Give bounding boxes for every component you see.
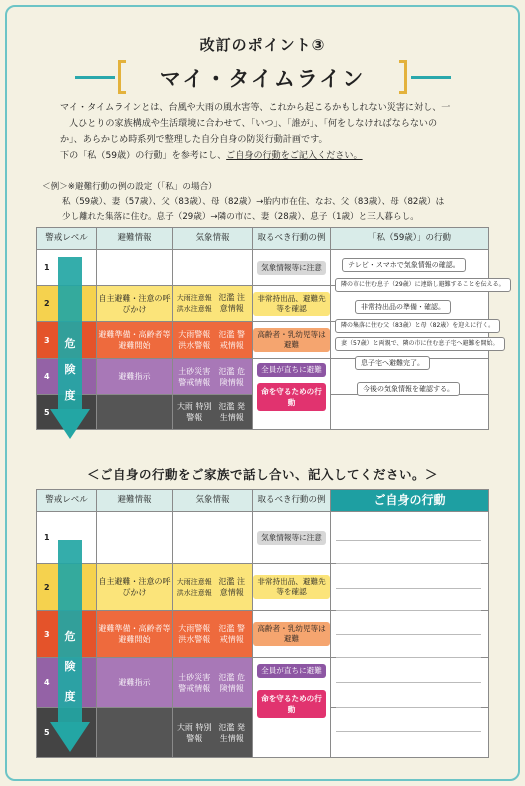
title-right-line bbox=[411, 76, 451, 79]
writing-line bbox=[336, 610, 481, 611]
my-action-note: 今後の気象情報を確認する。 bbox=[357, 382, 460, 396]
action-example: 非常持出品、避難先等を確認 bbox=[253, 286, 331, 322]
header-evac: 避難情報 bbox=[97, 228, 173, 250]
my-action-note: 隣の集落に住む父（83歳）と母（82歳）を迎えに行く。 bbox=[335, 319, 500, 333]
evac-info bbox=[97, 708, 173, 758]
intro-line: マイ・タイムラインとは、台風や大雨の風水害等、これから起こるかもしれない災害に対し、一 bbox=[60, 103, 451, 113]
title-banner bbox=[0, 60, 525, 94]
level-1: 1 bbox=[37, 250, 97, 286]
danger-label: 度 bbox=[64, 389, 76, 402]
writing-line bbox=[336, 540, 481, 541]
writing-line bbox=[336, 731, 481, 732]
writing-line bbox=[336, 634, 481, 635]
danger-label: 険 bbox=[64, 363, 76, 376]
header-my-action: 「私（59歳）」の行動 bbox=[331, 228, 489, 250]
action-example: 全員が直ちに避難 命を守るための行動 bbox=[253, 359, 331, 430]
my-action-note: 非常持出品の準備・確認。 bbox=[355, 300, 451, 314]
your-action-input[interactable] bbox=[331, 708, 489, 758]
weather-info: 大雨 特別警報 氾濫 発生情報 bbox=[173, 708, 253, 758]
action-example: 全員が直ちに避難 命を守るための行動 bbox=[253, 658, 331, 758]
page-title: マイ・タイムライン bbox=[159, 67, 366, 91]
my-action-note: 妻（57歳）と両親で、隣の市に住む息子宅へ避難を開始。 bbox=[335, 337, 505, 351]
danger-arrow bbox=[50, 540, 90, 755]
family-discussion-heading: ＜ご自身の行動をご家族で話し合い、記入してください。＞ bbox=[86, 467, 438, 482]
header-weather: 気象情報 bbox=[173, 228, 253, 250]
title-right-bracket bbox=[399, 60, 407, 94]
intro-instruction bbox=[60, 148, 472, 164]
level-2: 2 bbox=[37, 564, 97, 611]
weather-info: 土砂災害 警戒情報 氾濫 危険情報 bbox=[173, 359, 253, 395]
level-3: 3 bbox=[37, 322, 97, 359]
weather-info: 土砂災害 警戒情報 氾濫 危険情報 bbox=[173, 658, 253, 708]
header-weather: 気象情報 bbox=[173, 490, 253, 512]
evac-info: 避難準備・高齢者等避難開始 bbox=[97, 322, 173, 359]
weather-info: 大雨警報 洪水警報 氾濫 警戒情報 bbox=[173, 611, 253, 658]
weather-info: 大雨注意報 洪水注意報 氾濫 注意情報 bbox=[173, 564, 253, 611]
evac-info bbox=[97, 250, 173, 286]
action-example: 高齢者・乳幼児等は避難 bbox=[253, 322, 331, 359]
writing-line bbox=[336, 682, 481, 683]
evac-info: 避難準備・高齢者等避難開始 bbox=[97, 611, 173, 658]
header-evac: 避難情報 bbox=[97, 490, 173, 512]
your-timeline-table bbox=[36, 489, 489, 758]
level-4: 4 bbox=[37, 359, 97, 395]
header-level: 警戒レベル bbox=[37, 228, 97, 250]
action-example: 高齢者・乳幼児等は避難 bbox=[253, 611, 331, 658]
my-action-cell bbox=[331, 395, 489, 430]
intro-line: か」、あらかじめ時系列で整理した自分自身の防災行動計画です。 bbox=[60, 135, 328, 145]
example-heading: ＜例＞※避難行動の例の設定（「私」の場合） bbox=[42, 182, 217, 192]
header-action: 取るべき行動の例 bbox=[253, 228, 331, 250]
weather-info: 大雨警報 洪水警報 氾濫 警戒情報 bbox=[173, 322, 253, 359]
header-action: 取るべき行動の例 bbox=[253, 490, 331, 512]
evac-info: 自主避難・注意の呼びかけ bbox=[97, 286, 173, 322]
evac-info: 避難指示 bbox=[97, 359, 173, 395]
writing-line bbox=[336, 657, 481, 658]
revision-point-label: 改訂のポイント③ bbox=[199, 36, 326, 54]
action-example: 非常持出品、避難先等を確認 bbox=[253, 564, 331, 611]
danger-label: 危 bbox=[64, 630, 76, 643]
evac-info: 自主避難・注意の呼びかけ bbox=[97, 564, 173, 611]
writing-line bbox=[336, 563, 481, 564]
danger-arrow bbox=[50, 257, 90, 442]
instruction-prefix: 下の「私（59歳）の行動」を参考にし、 bbox=[60, 151, 227, 161]
level-5: 5 bbox=[37, 395, 97, 430]
my-action-note: 隣の市に住む息子（29歳）に連絡し避難することを伝える。 bbox=[335, 278, 511, 292]
action-example: 気象情報等に注意 bbox=[253, 250, 331, 286]
level-1: 1 bbox=[37, 512, 97, 564]
my-action-note: テレビ・スマホで気象情報の確認。 bbox=[342, 258, 466, 272]
level-3: 3 bbox=[37, 611, 97, 658]
example-line: 私（59歳）、妻（57歳）、父（83歳）、母（82歳）→胎内市在住、なお、父（83歳）、母（82歳）は bbox=[62, 197, 445, 207]
danger-label: 度 bbox=[64, 690, 76, 703]
action-example: 気象情報等に注意 bbox=[253, 512, 331, 564]
intro-paragraph bbox=[60, 100, 472, 164]
danger-label: 険 bbox=[64, 660, 76, 673]
header-level: 警戒レベル bbox=[37, 490, 97, 512]
writing-line bbox=[336, 707, 481, 708]
weather-info bbox=[173, 512, 253, 564]
danger-label: 危 bbox=[64, 337, 76, 350]
weather-info: 大雨注意報 洪水注意報 氾濫 注意情報 bbox=[173, 286, 253, 322]
your-action-input[interactable] bbox=[331, 564, 489, 611]
weather-info bbox=[173, 250, 253, 286]
level-4: 4 bbox=[37, 658, 97, 708]
instruction-underlined: ご自身の行動をご記入ください。 bbox=[226, 151, 363, 161]
your-action-input[interactable] bbox=[331, 512, 489, 564]
example-line: 少し離れた集落に住む。息子（29歳）→隣の市に、妻（28歳）、息子（1歳）と三人暮らし。 bbox=[62, 212, 419, 222]
evac-info: 避難指示 bbox=[97, 658, 173, 708]
example-settings bbox=[42, 180, 512, 225]
evac-info bbox=[97, 512, 173, 564]
weather-info: 大雨 特別警報 氾濫 発生情報 bbox=[173, 395, 253, 430]
level-2: 2 bbox=[37, 286, 97, 322]
level-5: 5 bbox=[37, 708, 97, 758]
writing-line bbox=[336, 588, 481, 589]
evac-info bbox=[97, 395, 173, 430]
header-your-action: ご自身の行動 bbox=[331, 490, 489, 512]
intro-line: 人ひとりの家族構成や生活環境に合わせて、「いつ」、「誰が」、「何をしなければならないの bbox=[69, 119, 438, 129]
my-action-note: 息子宅へ避難完了。 bbox=[355, 356, 430, 370]
